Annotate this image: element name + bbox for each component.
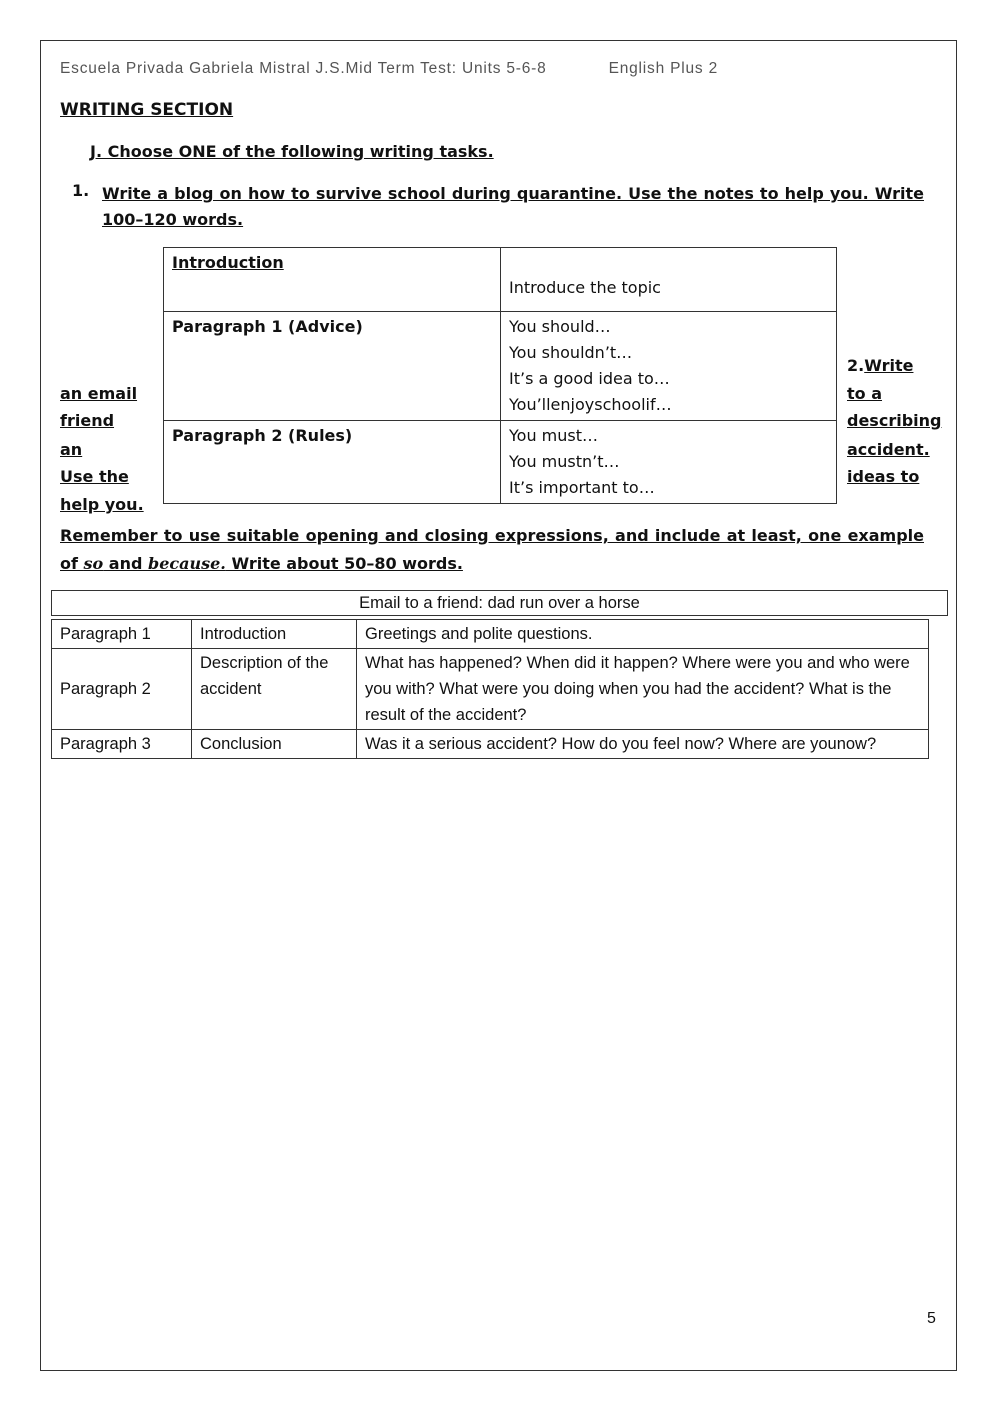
table-row [164,312,837,421]
page-number: 5 [927,1310,936,1327]
table-row [52,620,929,649]
table-row [164,248,837,312]
task2-number: 2. [847,356,865,375]
page-header [60,60,718,78]
table-cell: Paragraph 3 [52,730,192,759]
table-cell: Was it a serious accident? How do you feel now? Where are younow? [357,730,929,759]
task2-fragment: Use the [60,467,129,486]
keyword-so: so [83,554,104,573]
task2-fragment: an [60,440,83,459]
table-row [164,421,837,504]
section-title: WRITING SECTION [60,100,234,120]
task2-fragment: accident. [847,440,930,459]
email-title: Email to a friend: dad run over a horse [51,590,948,616]
task2-write: Write [864,356,914,375]
task1-instruction: Write a blog on how to survive school during quarantine. Use the notes to help you. Write 100–120 words. [102,184,924,229]
email-plan-table [51,619,929,759]
table-cell: You must… You mustn’t… It’s important to… [501,421,837,504]
blog-notes-table [163,247,837,504]
task2-fragment: an email [60,384,138,403]
table-cell: You should… You shouldn’t… It’s a good idea to… You’llenjoyschoolif… [501,312,837,421]
task2-fragment: help you. [60,495,144,514]
task2-fragment: ideas to [847,467,920,486]
table-cell: Paragraph 2 [52,649,192,730]
table-cell: Paragraph 1 (Advice) [164,312,501,421]
task2-instruction: Remember to use suitable opening and closing expressions, and include at least, one example of so and because. Write about 50–80 words. [60,526,924,573]
task-j-instruction: J. Choose ONE of the following writing tasks. [90,142,494,161]
header-course: English Plus 2 [608,60,719,77]
task1-number: 1. [72,181,90,200]
table-row [52,730,929,759]
table-cell: Introduction [164,248,501,312]
table-cell: Conclusion [192,730,357,759]
task2-heading [847,356,913,375]
header-school: Escuela Privada Gabriela Mistral J.S.Mid Term Test: Units 5-6-8 [60,60,547,77]
table-cell: Description of the accident [192,649,357,730]
keyword-because: because. [148,554,226,573]
table-cell: Introduction [192,620,357,649]
task2-fragment: to a [847,384,883,403]
table-cell: Introduce the topic [501,248,837,312]
table-cell: Paragraph 2 (Rules) [164,421,501,504]
table-cell: Paragraph 1 [52,620,192,649]
table-cell: Greetings and polite questions. [357,620,929,649]
task2-fragment: describing [847,411,942,430]
table-row [52,649,929,730]
table-cell: What has happened? When did it happen? Where were you and who were you with? What were you doing when you had the accident? What is the result of the accident? [357,649,929,730]
task2-fragment: friend [60,411,115,430]
